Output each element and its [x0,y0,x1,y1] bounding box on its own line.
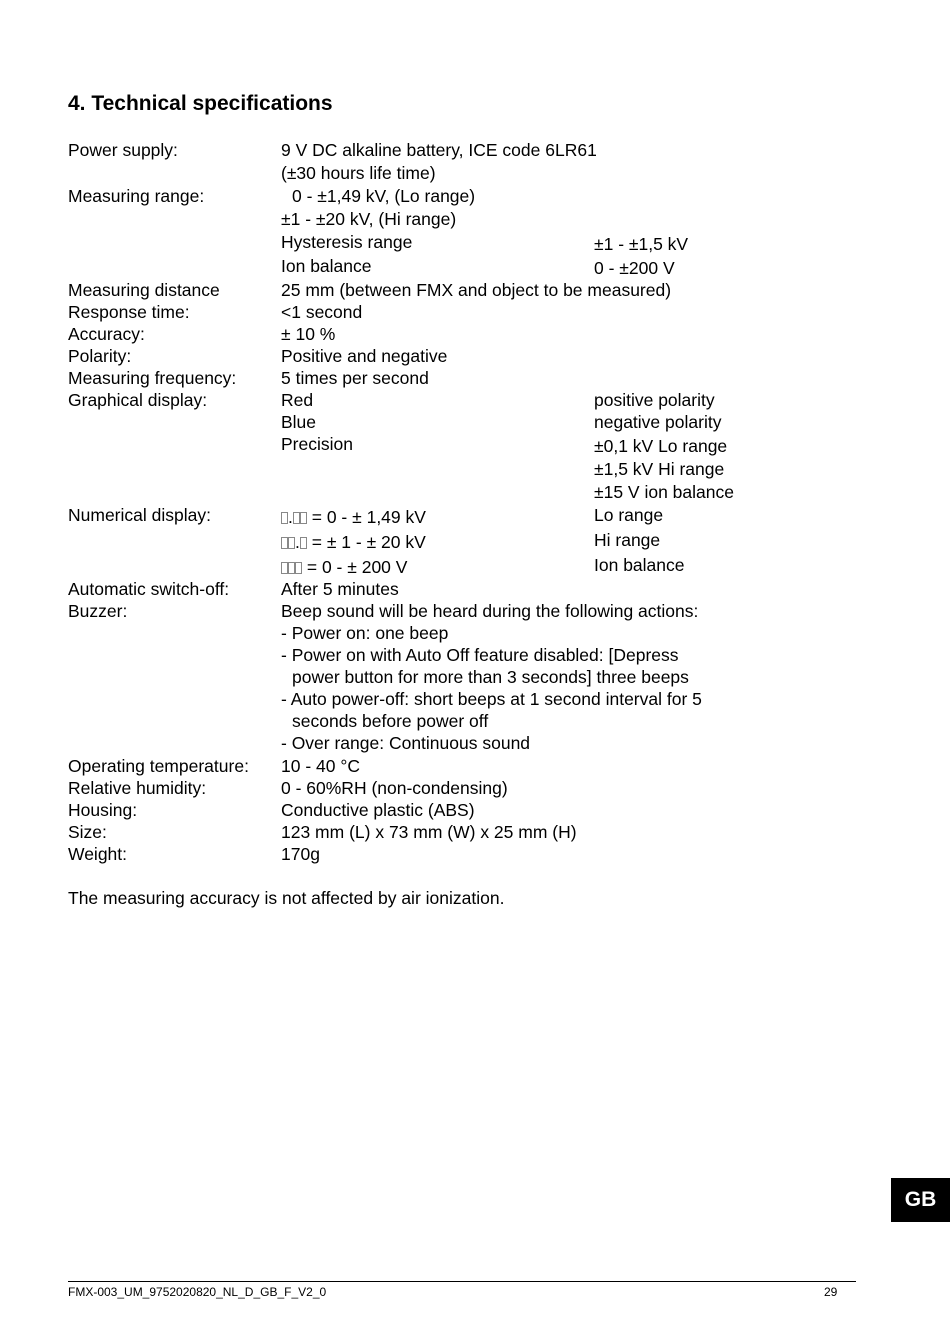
size-label: Size: [68,822,107,842]
auto-off-label: Automatic switch-off: [68,579,230,599]
digit-segment-icon [295,562,302,574]
precision-lo: ±0,1 kV Lo range [594,436,728,456]
op-temp-label: Operating temperature: [68,756,249,776]
ion-balance-value: 0 - ±200 V [594,258,675,278]
footer-doc-code: FMX-003_UM_9752020820_NL_D_GB_F_V2_0 [68,1285,327,1299]
graphical-red-desc: positive polarity [594,390,715,410]
measuring-distance-label: Measuring distance [68,280,220,300]
precision-ion: ±15 V ion balance [594,482,734,502]
size-value: 123 mm (L) x 73 mm (W) x 25 mm (H) [281,822,577,842]
ion-balance-label: Ion balance [281,256,372,276]
buzzer-line-3: - Power on with Auto Off feature disabled: [Depress [281,645,679,665]
measuring-frequency-label: Measuring frequency: [68,368,237,388]
graphical-red: Red [281,390,314,410]
precision-hi: ±1,5 kV Hi range [594,459,725,479]
housing-value: Conductive plastic (ABS) [281,800,475,820]
numerical-row-hi: . = ± 1 - ± 20 kV [281,531,426,553]
buzzer-line-6: seconds before power off [292,711,489,731]
numerical-ion-value: = 0 - ± 200 V [306,557,408,577]
polarity-label: Polarity: [68,346,132,366]
measuring-distance-value: 25 mm (between FMX and object to be measured) [281,280,672,300]
digit-segment-icon [288,562,295,574]
humidity-label: Relative humidity: [68,778,207,798]
auto-off-value: After 5 minutes [281,579,399,599]
buzzer-line-5: - Auto power-off: short beeps at 1 second interval for 5 [281,689,702,709]
buzzer-line-1: Beep sound will be heard during the following actions: [281,601,699,621]
section-heading: 4. Technical specifications [68,92,333,115]
accuracy-note: The measuring accuracy is not affected by air ionization. [68,888,505,908]
measuring-frequency-value: 5 times per second [281,368,429,388]
numerical-lo-desc: Lo range [594,505,664,525]
measuring-range-hi: ±1 - ±20 kV, (Hi range) [281,209,457,229]
response-time-value: <1 second [281,302,363,322]
graphical-blue: Blue [281,412,317,432]
graphical-precision: Precision [281,434,353,454]
weight-value: 170g [281,844,320,864]
power-supply-value: 9 V DC alkaline battery, ICE code 6LR61 [281,140,597,160]
buzzer-line-4: power button for more than 3 seconds] three beeps [292,667,689,687]
numerical-ion-desc: Ion balance [594,555,685,575]
graphical-blue-desc: negative polarity [594,412,722,432]
numerical-row-lo: . = 0 - ± 1,49 kV [281,506,426,528]
polarity-value: Positive and negative [281,346,448,366]
buzzer-line-7: - Over range: Continuous sound [281,733,531,753]
numerical-row-ion [281,556,407,578]
footer-page-number: 29 [824,1285,838,1299]
humidity-value: 0 - 60%RH (non-condensing) [281,778,508,798]
hysteresis-value: ±1 - ±1,5 kV [594,234,689,254]
graphical-display-label: Graphical display: [68,390,208,410]
accuracy-label: Accuracy: [68,324,145,344]
op-temp-value: 10 - 40 °C [281,756,360,776]
response-time-label: Response time: [68,302,190,322]
digit-segment-icon [288,537,295,549]
power-supply-life: (±30 hours life time) [281,163,436,183]
digit-segment-icon [281,512,288,524]
digit-segment-icon [300,537,307,549]
hysteresis-label: Hysteresis range [281,232,413,252]
housing-label: Housing: [68,800,138,820]
numerical-lo-value: = 0 - ± 1,49 kV [311,507,426,527]
digit-segment-icon [300,512,307,524]
numerical-hi-desc: Hi range [594,530,661,550]
digit-segment-icon [293,512,300,524]
buzzer-label: Buzzer: [68,601,128,621]
weight-label: Weight: [68,844,128,864]
digit-segment-icon [281,537,288,549]
numerical-hi-value: = ± 1 - ± 20 kV [311,532,426,552]
power-supply-label: Power supply: [68,140,178,160]
measuring-range-lo: 0 - ±1,49 kV, (Lo range) [292,186,476,206]
accuracy-value: ± 10 % [281,324,336,344]
language-tab-gb: GB [891,1178,950,1222]
footer-divider [68,1281,856,1282]
measuring-range-label: Measuring range: [68,186,205,206]
numerical-display-label: Numerical display: [68,505,211,525]
buzzer-line-2: - Power on: one beep [281,623,449,643]
digit-segment-icon [281,562,288,574]
